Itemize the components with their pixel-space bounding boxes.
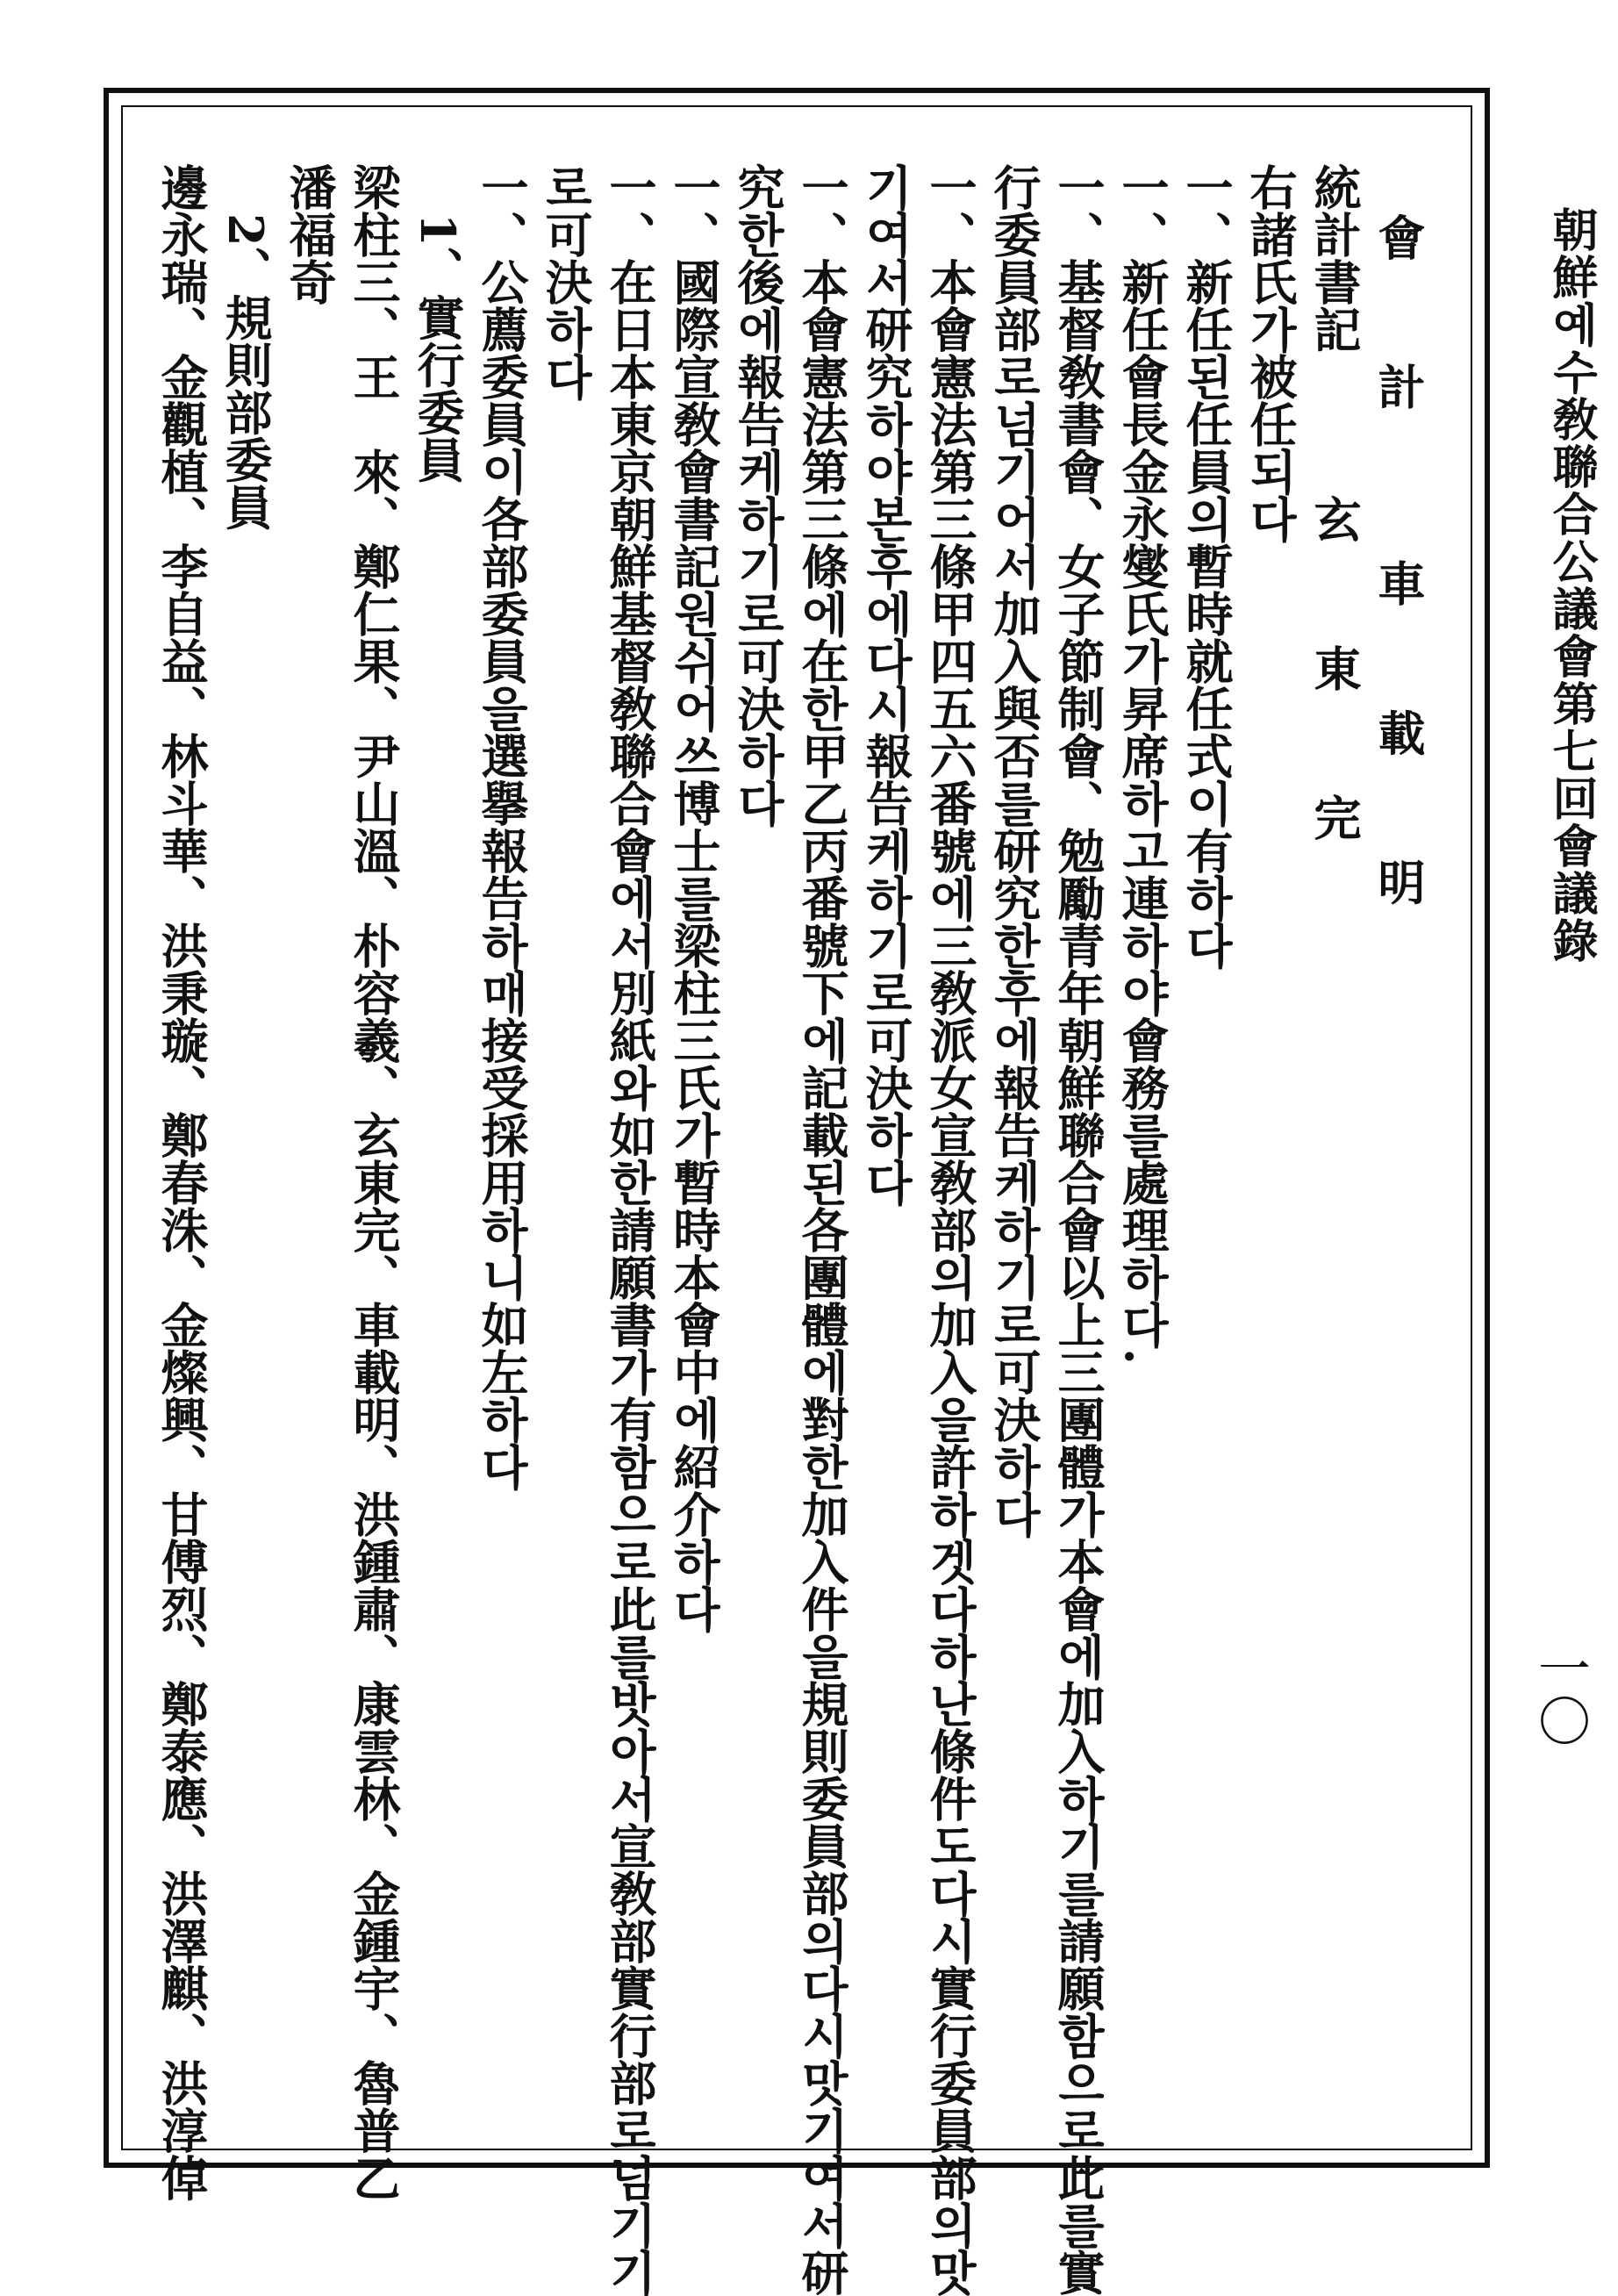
minutes-item: 一、國際宣敎會書記원쉬어쓰博士를梁柱三氏가暫時本會中에紹介하다: [666, 163, 722, 1632]
minutes-item-continuation: 로可決하다: [538, 163, 594, 400]
officer-role: 會計: [1371, 212, 1427, 512]
minutes-line: 右諸氏가被任되다: [1242, 163, 1299, 542]
officer-role: 統計書記: [1307, 163, 1363, 353]
committee-members: 邊永瑞、金觀植、李自益、林斗華、洪秉璇、鄭春洙、金燦興、甘傅烈、鄭泰應、洪澤麒、洪淳倬: [154, 163, 210, 2201]
officer-name: 玄東完: [1307, 495, 1363, 944]
page-number: 一〇: [1529, 1641, 1591, 1747]
minutes-item-continuation: 行委員部로넘기어서加入與否를研究한후에報告케하기로可決하다: [986, 163, 1042, 1538]
minutes-item: 一、本會憲法第三條에在한甲乙丙番號下에記載된各團體에對한加入件을規則委員部의다시맛기여서研: [794, 163, 850, 2296]
minutes-body: [154, 163, 1430, 2296]
minutes-item: 一、新任된任員의暫時就任式이有하다: [1178, 163, 1235, 969]
committee-label: 2、規則部委員: [218, 212, 274, 531]
committee-label: 1、實行委員: [410, 212, 466, 484]
officer-line-statistician: [1302, 163, 1366, 2050]
committee-members: 梁柱三、王 來、鄭仁果、尹山溫、朴容羲、玄東完、車載明、洪鍾肅、康雲林、金鍾宇、魯普乙: [346, 163, 402, 2201]
committee-members-continuation: 潘福奇: [282, 163, 338, 305]
minutes-item-continuation: 기여서研究하야본후에다시報告케하기로可決하다: [858, 163, 914, 1206]
minutes-item: 一、在日本東京朝鮮基督敎聯合會에서別紙와如한請願書가有함으로此를밧아서宣敎部實行部로넘기기: [602, 163, 658, 2296]
minutes-item: 一、基督敎書會、女子節制會、勉勵青年朝鮮聯合會以上三團體가本會에加入하기를請願함으로此를實: [1050, 163, 1106, 2296]
minutes-item: 一、公薦委員이各部委員을選擧報告하매接受採用하니如左하다: [474, 163, 530, 1490]
officer-name: 車載明: [1371, 558, 1427, 1008]
officer-line-treasurer: [1366, 163, 1430, 2050]
minutes-item: 一、本會憲法第三條甲四五六番號에三敎派女宣敎部의加入을許하겟다하난條件도다시實行委員部의맛: [922, 163, 978, 2296]
running-header-title: 朝鮮예수敎聯合公議會第七回會議錄: [1544, 206, 1598, 965]
minutes-item-continuation: 究한後에報告케하기로可決하다: [730, 163, 786, 827]
page-frame: [104, 88, 1490, 2296]
minutes-item: 一、新任會長金永燮氏가昇席하고連하야會務를處理하다.: [1114, 163, 1171, 1365]
